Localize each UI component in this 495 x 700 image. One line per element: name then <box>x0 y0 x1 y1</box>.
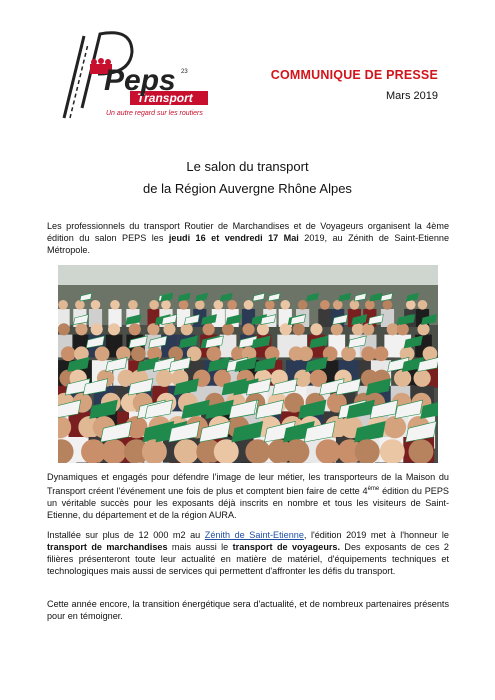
document-title-line2: de la Région Auvergne Rhône Alpes <box>143 181 352 196</box>
logo-tagline: Un autre regard sur les routiers <box>106 110 203 117</box>
document-title <box>0 156 495 200</box>
press-release-title: COMMUNIQUE DE PRESSE <box>270 68 438 82</box>
p3-text-a: Installée sur plus de 12 000 m2 au <box>47 530 205 540</box>
crowd-photo <box>58 265 438 463</box>
intro-paragraph <box>47 220 449 256</box>
paragraph-engagement <box>47 471 449 521</box>
paragraph-venue <box>47 529 449 577</box>
p2-text-a: Dynamiques et engagés pour défendre l'image de leur métier, les transporteurs de la Maison du Transport créent l'événement une fois de plus et comptent bien faire de cette 4 <box>47 472 449 497</box>
intro-text-end: 2019, au Zénith de Saint-Etienne Métropole. <box>47 233 450 255</box>
intro-text: Les professionnels du transport Routier de Marchandises et de Voyageurs organisent la 4ème édition du salon PEPS les <box>47 221 449 243</box>
event-dates: jeudi 16 et vendredi 17 Mai <box>168 233 299 243</box>
p3-text-c: mais aussi le <box>167 542 233 552</box>
document-title-line1: Le salon du transport <box>186 159 309 174</box>
press-header <box>258 68 438 102</box>
p3-text-d: Des exposants de ces 2 filières présenteront toute leur actualité en matière de matériel, d'équipements techniques et technologiques mais aussi de services qui permettent d'affronter les défis du transport. <box>47 542 449 576</box>
zenith-link[interactable]: Zénith de Saint-Etienne <box>204 530 304 540</box>
p2-sup: ème <box>367 486 380 492</box>
logo-superscript: 23 <box>181 69 188 75</box>
p2-text-b: édition du PEPS un véritable succès pour les exposants déjà inscrits en nombre et tous les visiteurs de Saint-Etienne, du département et de la région AURA. <box>47 486 450 521</box>
p3-text-b: , l'édition 2019 met à l'honneur le <box>303 530 449 540</box>
logo-brand: Peps <box>104 64 176 97</box>
p3-bold-passengers: transport de voyageurs. <box>232 542 340 552</box>
crowd-photo-graphic <box>58 265 438 463</box>
paragraph-energy: Cette année encore, la transition énergétique sera d'actualité, et de nombreux partenaires présents pour en témoigner. <box>47 599 449 621</box>
p3-bold-goods: transport de marchandises <box>47 542 168 552</box>
press-release-date: Mars 2019 <box>386 90 438 102</box>
logo-transport-label: Transport <box>137 91 193 105</box>
